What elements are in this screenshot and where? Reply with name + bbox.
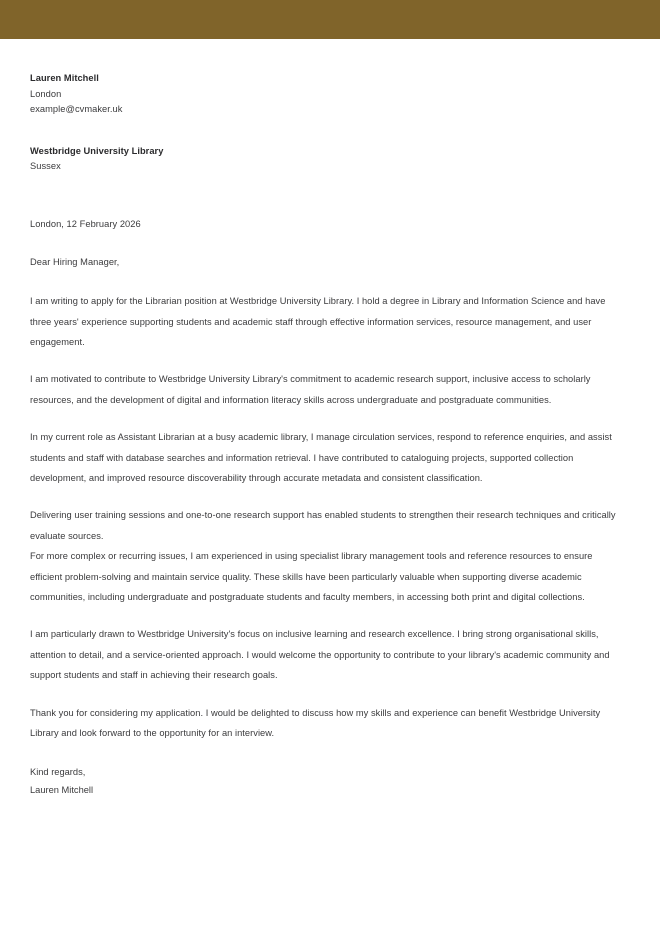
date-line-block bbox=[30, 217, 622, 233]
sender-email: example@cvmaker.uk bbox=[30, 104, 123, 115]
header-accent-bar bbox=[0, 0, 660, 39]
letter-content bbox=[0, 39, 660, 799]
body-paragraph-4-part-b: For more complex or recurring issues, I am experienced in using specialist library management tools and reference resources to ensure efficient problem-solving and maintain service quality. These skills have been particularly valuable when supporting diverse academic communities, including undergraduate and postgraduate students and faculty members, in accessing both print and digital collections. bbox=[30, 551, 593, 603]
recipient-location: Sussex bbox=[30, 161, 61, 172]
body-paragraph-5: I am particularly drawn to Westbridge University's focus on inclusive learning and research excellence. I bring strong organisational skills, attention to detail, and a service-oriented approach. I would welcome the opportunity to contribute to your library's academic community and support students and staff in achieving their research goals. bbox=[30, 629, 610, 681]
closing-block bbox=[30, 764, 622, 799]
body-paragraph-6: Thank you for considering my application. I would be delighted to discuss how my skills and experience can benefit Westbridge University Library and look forward to the opportunity for an interview. bbox=[30, 707, 601, 739]
recipient-address-block bbox=[30, 144, 622, 175]
sender-name: Lauren Mitchell bbox=[30, 73, 99, 83]
salutation: Dear Hiring Manager, bbox=[30, 256, 120, 267]
body-paragraph-2: I am motivated to contribute to Westbridge University Library's commitment to academic research support, inclusive access to scholarly resources, and the development of digital and information literacy skills across undergraduate and postgraduate communities. bbox=[30, 374, 591, 405]
body-paragraph-1: I am writing to apply for the Librarian position at Westbridge University Library. I hold a degree in Library and Information Science and have three years' experience supporting students and academic staff through effective information services, resource management, and user engagement. bbox=[30, 296, 606, 347]
recipient-organisation: Westbridge University Library bbox=[30, 145, 164, 156]
sender-city: London bbox=[30, 88, 62, 99]
salutation-block bbox=[30, 255, 622, 271]
body-paragraph-4-part-a: Delivering user training sessions and one-to-one research support has enabled students to strengthen their research techniques and critically evaluate sources. bbox=[30, 510, 616, 541]
date-line: London, 12 February 2026 bbox=[30, 218, 141, 229]
valediction: Kind regards, bbox=[30, 767, 86, 778]
body-paragraph-3: In my current role as Assistant Librarian at a busy academic library, I manage circulation services, respond to reference enquiries, and assist students and staff with database searches and information retrieval. I have contributed to cataloguing projects, supported collection development, and improved resource discoverability through accurate metadata and consistent classification. bbox=[30, 432, 612, 483]
sender-address-block bbox=[30, 71, 622, 118]
body-paragraph-4 bbox=[30, 505, 622, 607]
signature-name: Lauren Mitchell bbox=[30, 784, 94, 795]
